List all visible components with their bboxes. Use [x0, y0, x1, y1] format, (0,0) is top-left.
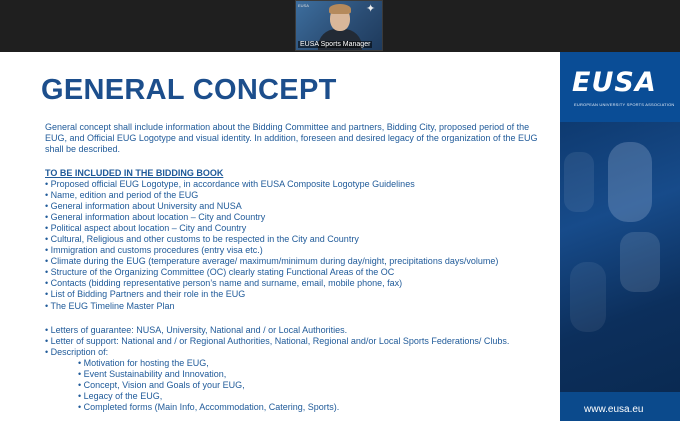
photo-shape [564, 152, 594, 212]
shared-slide [0, 52, 680, 421]
participant-video-tile[interactable] [295, 0, 383, 51]
meeting-top-bar [0, 0, 680, 52]
intro-paragraph: General concept shall include information about the Bidding Committee and partners, Bidding City, proposed period of the EUG, and Official EUG Logotype and visual identity. In addition, foreseen and desired legacy of the organization of the EUG shall be described. [45, 122, 538, 155]
sublist-item: • Motivation for hosting the EUG, [78, 358, 209, 368]
list-item: • The EUG Timeline Master Plan [45, 300, 175, 311]
list-item: • Climate during the EUG (temperature average/ maximum/minimum during day/night, precipitations days/volume) [45, 256, 499, 267]
eusa-sidebar [560, 52, 680, 421]
bidding-book-list [45, 179, 550, 312]
photo-shape [620, 232, 660, 292]
athlete-photo [560, 122, 680, 392]
list-item: • General information about location – City and Country [45, 212, 266, 223]
eusa-logo: EUSA [572, 67, 657, 98]
slide-title: GENERAL CONCEPT [41, 74, 337, 106]
list-item: • List of Bidding Partners and their role in the EUG [45, 289, 246, 300]
list-item: • Name, edition and period of the EUG [45, 190, 199, 201]
guarantee-list [45, 325, 550, 358]
list-item: • Letters of guarantee: NUSA, University, National and / or Local Authorities. [45, 325, 348, 335]
video-tag: EUSA [298, 3, 309, 8]
sublist-item: • Legacy of the EUG, [78, 391, 163, 402]
list-item: • Immigration and customs procedures (entry visa etc.) [45, 245, 263, 256]
list-item: • Cultural, Religious and other customs to be respected in the City and Country [45, 234, 359, 245]
list-item: • Description of: [45, 347, 109, 358]
list-item: • Letter of support: National and / or Regional Authorities, National, Regional and/or Local Sports Federations/ Clubs. [45, 336, 510, 347]
logo-header [560, 52, 680, 122]
eusa-logo-subtitle: EUROPEAN UNIVERSITY SPORTS ASSOCIATION [574, 102, 675, 107]
sublist-item: • Concept, Vision and Goals of your EUG, [78, 380, 245, 391]
list-item: • Political aspect about location – City and Country [45, 223, 247, 234]
star-icon: ✦ [366, 3, 376, 15]
sublist-item: • Event Sustainability and Innovation, [78, 369, 227, 380]
section-heading: TO BE INCLUDED IN THE BIDDING BOOK [45, 168, 224, 178]
list-item: • General information about University and NUSA [45, 201, 242, 212]
photo-shape [608, 142, 652, 222]
photo-shape [570, 262, 606, 332]
participant-name-label: EUSA Sports Manager [300, 41, 371, 48]
sublist-item: • Completed forms (Main Info, Accommodation, Catering, Sports). [78, 402, 340, 413]
list-item: • Proposed official EUG Logotype, in accordance with EUSA Composite Logotype Guidelines [45, 179, 415, 189]
description-sublist [78, 358, 339, 413]
website-url: www.eusa.eu [584, 404, 644, 415]
participant-hair [329, 4, 351, 14]
list-item: • Contacts (bidding representative person’s name and surname, email, mobile phone, fax) [45, 278, 403, 289]
list-item: • Structure of the Organizing Committee (OC) clearly stating Functional Areas of the OC [45, 267, 395, 278]
